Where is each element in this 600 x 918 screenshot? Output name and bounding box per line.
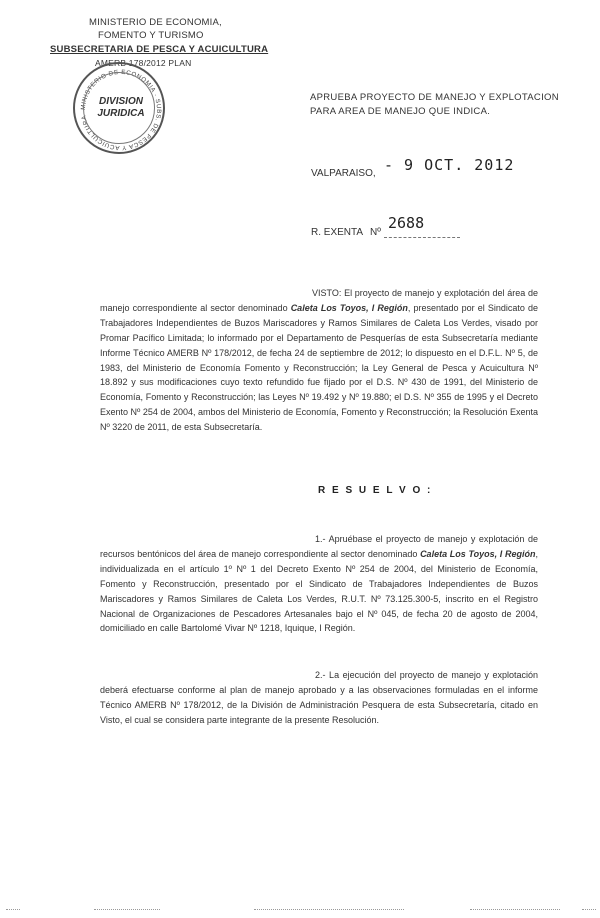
resolution-no-label: Nº [370,227,381,238]
stamp-juridica: JURIDICA [97,108,145,119]
letterhead-ministry: MINISTERIO DE ECONOMIA, [89,17,222,28]
handwritten-date: - 9 OCT. 2012 [384,156,515,174]
stamp-ring [75,64,167,156]
footer-mark-right [582,909,596,910]
footer-mark-1 [94,909,160,910]
letterhead-subsecretaria: SUBSECRETARIA DE PESCA Y ACUICULTURA [50,44,269,55]
point-2-number: 2.- [315,670,326,680]
place-city: VALPARAISO, [311,168,376,179]
svg-text:MINISTERIO DE ECONOMIA · SUBS. [80,69,162,151]
visto-paragraph: VISTO: El proyecto de manejo y explotación del área de manejo correspondiente al sector denominado Caleta Los Toyos, I Región, presentado por el Sindicato de Trabajadores Independientes de Buzos Mariscadores y Ramos Similares de Caleta Los Verdes, visado por Promar Pacífico Limitada; lo informado por el Departamento de Pesquerías de esta Subsecretaría mediante Informe Técnico AMERB Nº 178/2012, de fecha 24 de septiembre de 2012; lo dispuesto en el D.F.L. Nº 5, de 1983, del Ministerio de Economía Fomento y Reconstrucción; la Ley General de Pesca y Acuicultura Nº 18.892 y sus modificaciones cuyo texto refundido fue fijado por el D.S. Nº 430 de 1991, del Ministerio de Economía, Fomento y Reconstrucción; las Leyes Nº 19.492 y Nº 19.880; el D.S. Nº 355 de 1995 y el Decreto Exento Nº 254 de 2004, ambos del Ministerio de Economía, Fomento y Reconstrucción; la Resolución Exenta Nº 3220 de 2011, de esta Subsecretaría. [100,288,538,433]
resolution-point-2: 2.- La ejecución del proyecto de manejo y explotación deberá efectuarse conforme al plan de manejo aprobado y a las observaciones formuladas en el informe Técnico AMERB Nº 178/2012, de la División de Administración Pesquera de esta Subsecretaría, citado en Visto, el cual se considera parte integrante de la presente Resolución. [100,670,538,725]
letterhead-reference: AMERB 178/2012 PLAN [95,58,192,68]
point-1-number: 1.- [315,534,326,544]
resolution-number-line [384,237,460,238]
resolution-number: 2688 [388,214,425,232]
stamp-division: DIVISION [99,96,143,107]
letterhead-fomento: FOMENTO Y TURISMO [98,30,204,41]
footer-mark-3 [470,909,560,910]
visto-location: Caleta Los Toyos, I Región [290,302,408,313]
stamp-ring-text: MINISTERIO DE ECONOMIA · SUBS. DE PESCA Y ACUICULTURA [79,68,163,152]
point-1-location: Caleta Los Toyos, I Región [420,548,536,559]
summary-line-2: PARA AREA DE MANEJO QUE INDICA. [310,106,491,117]
resuelvo-heading: R E S U E L V O : [318,485,433,496]
visto-label: VISTO: [312,288,342,298]
footer-mark-left [6,909,20,910]
resolution-label: R. EXENTA [311,227,364,238]
division-juridica-stamp [73,62,165,154]
footer-mark-2 [254,909,404,910]
resolution-point-1: 1.- Apruébase el proyecto de manejo y explotación de recursos bentónicos del área de manejo correspondiente al sector denominado Caleta Los Toyos, I Región, individualizada en el artículo 1º Nº 1 del Decreto Exento Nº 254 de 2004, del Ministerio de Economía, Fomento y Reconstrucción, presentado por el Sindicato de Trabajadores Independientes de Buzos Mariscadores y Ramos Similares de Caleta Los Verdes, R.U.T. Nº 73.125.300-5, inscrito en el Registro Nacional de Organizaciones de Pescadores Artesanales bajo el Nº 045, de fecha 20 de agosto de 2004, domiciliado en calle Bartolomé Vivar Nº 1218, Iquique, I Región. [100,534,539,634]
summary-line-1: APRUEBA PROYECTO DE MANEJO Y EXPLOTACION [310,92,559,103]
